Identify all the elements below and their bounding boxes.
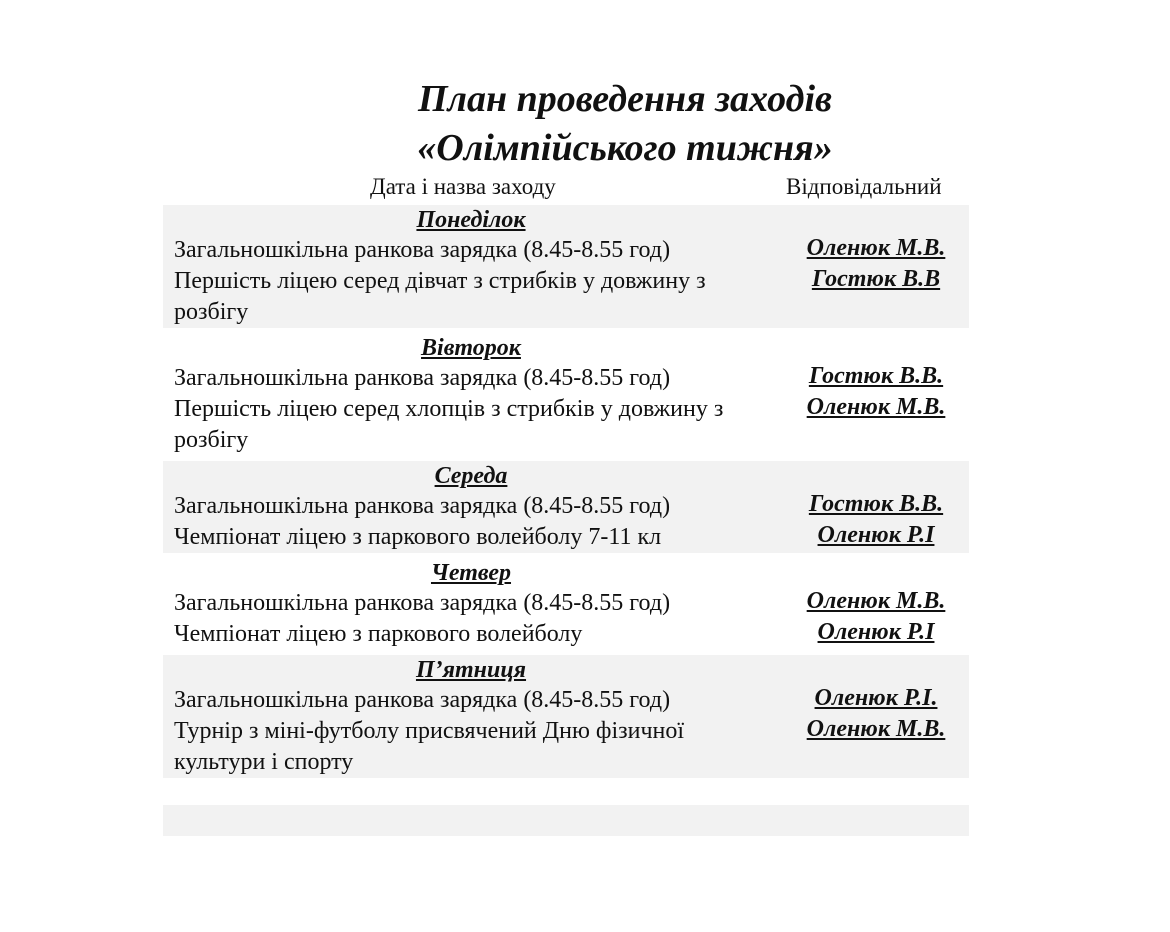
responsible-person: Гостюк В.В. bbox=[808, 363, 944, 389]
event-item: Чемпіонат ліцею з паркового волейболу 7-11 кл bbox=[174, 524, 662, 550]
event-item: Першість ліцею серед дівчат з стрибків у довжину з розбігу bbox=[174, 268, 706, 325]
events-table bbox=[163, 205, 969, 783]
responsible-person: Оленюк М.В. bbox=[806, 588, 946, 614]
table-row-monday bbox=[163, 205, 969, 328]
responsible-person: Оленюк М.В. bbox=[806, 394, 946, 420]
table-row-thursday bbox=[163, 558, 969, 650]
event-cell bbox=[163, 205, 783, 328]
responsible-cell bbox=[783, 655, 969, 778]
event-item: Загальношкільна ранкова зарядка (8.45-8.55 год) bbox=[174, 237, 671, 263]
responsible-person: Оленюк Р.І bbox=[817, 522, 935, 548]
event-cell bbox=[163, 333, 783, 456]
day-heading-friday: П’ятниця bbox=[415, 657, 527, 683]
responsible-cell bbox=[783, 461, 969, 553]
event-item: Загальношкільна ранкова зарядка (8.45-8.55 год) bbox=[174, 687, 671, 713]
day-heading-monday: Понеділок bbox=[416, 207, 526, 233]
responsible-cell bbox=[783, 558, 969, 650]
document-title-line-2: «Олімпійського тижня» bbox=[417, 127, 833, 169]
responsible-person: Оленюк М.В. bbox=[806, 235, 946, 261]
table-row-tuesday bbox=[163, 333, 969, 456]
table-row-wednesday bbox=[163, 461, 969, 553]
event-cell bbox=[163, 461, 783, 553]
event-item: Загальношкільна ранкова зарядка (8.45-8.55 год) bbox=[174, 365, 671, 391]
document-title-line-1: План проведення заходів bbox=[418, 78, 832, 120]
event-cell bbox=[163, 655, 783, 778]
responsible-person: Гостюк В.В. bbox=[808, 491, 944, 517]
responsible-person: Оленюк Р.І. bbox=[814, 685, 938, 711]
event-cell bbox=[163, 558, 783, 650]
column-header-event: Дата і назва заходу bbox=[370, 174, 556, 199]
event-item: Загальношкільна ранкова зарядка (8.45-8.55 год) bbox=[174, 493, 671, 519]
day-heading-tuesday: Вівторок bbox=[421, 335, 521, 361]
responsible-person: Оленюк М.В. bbox=[806, 716, 946, 742]
event-item: Турнір з міні-футболу присвячений Дню фізичної культури і спорту bbox=[174, 718, 685, 775]
event-item: Чемпіонат ліцею з паркового волейболу bbox=[174, 621, 583, 647]
table-row-friday bbox=[163, 655, 969, 778]
responsible-cell bbox=[783, 205, 969, 328]
event-item: Загальношкільна ранкова зарядка (8.45-8.55 год) bbox=[174, 590, 671, 616]
responsible-person: Оленюк Р.І bbox=[817, 619, 935, 645]
empty-table-row bbox=[163, 805, 969, 836]
day-heading-wednesday: Середа bbox=[434, 463, 508, 489]
responsible-person: Гостюк В.В bbox=[811, 266, 941, 292]
day-heading-thursday: Четвер bbox=[430, 560, 512, 586]
event-item: Першість ліцею серед хлопців з стрибків у довжину з розбігу bbox=[174, 396, 724, 453]
column-header-responsible: Відповідальний bbox=[786, 174, 942, 199]
responsible-cell bbox=[783, 333, 969, 456]
